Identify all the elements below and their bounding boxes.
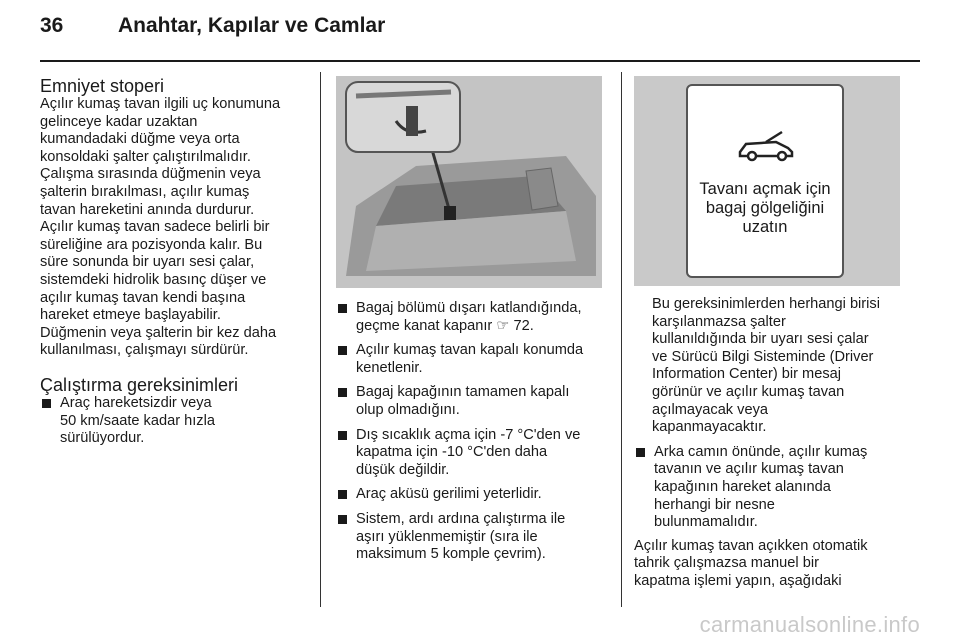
- list-item: Araç aküsü gerilimi yeterlidir.: [336, 486, 608, 504]
- list-item: Araç hareketsizdir veya 50 km/saate kadar hızla sürülüyordur.: [40, 395, 308, 448]
- bullet-icon: [338, 515, 347, 524]
- paragraph: Bu gereksinimlerden herhangi birisi karşılanmazsa şalter kullanıldığında bir uyarı sesi çalar ve Sürücü Bilgi Sisteminde (Driver Information Center) bir mesaj görünür ve açılır kumaş tavan açılmayacak veya kapanmayacaktır.: [652, 296, 880, 436]
- chapter-title: Anahtar, Kapılar ve Camlar: [118, 14, 386, 37]
- bullet-icon: [42, 399, 51, 408]
- bullet-icon: [636, 448, 645, 457]
- column-1: [40, 76, 308, 448]
- list-item: Dış sıcaklık açma için -7 °C'den ve kapatma için -10 °C'den daha düşük değildir.: [336, 427, 608, 480]
- list-item: Arka camın önünde, açılır kumaş tavanın ve açılır kumaş tavan kapağının hareket alanında herhangi bir nesne bulunmamalıdır.: [634, 444, 906, 532]
- page-number: 36: [40, 14, 64, 37]
- paragraph: Açılır kumaş tavan açıkken otomatik tahrik çalışmazsa manuel bir kapatma işlemi yapın, aşağıdaki: [634, 537, 868, 589]
- list-item: Bagaj kapağının tamamen kapalı olup olmadığını.: [336, 384, 608, 419]
- section-heading: Emniyet stoperi: [40, 76, 165, 96]
- info-display: [686, 84, 844, 278]
- bullet-icon: [338, 490, 347, 499]
- display-figure: [634, 76, 900, 286]
- bullet-icon: [338, 346, 347, 355]
- section-heading: Çalıştırma gereksinimleri: [40, 374, 239, 395]
- bullet-list: [634, 444, 906, 532]
- column-divider: [621, 72, 622, 607]
- column-3: [634, 76, 906, 591]
- header-rule: [40, 60, 920, 62]
- watermark: carmanualsonline.info: [699, 612, 920, 637]
- column-2: [336, 76, 608, 571]
- page-header: [40, 14, 385, 38]
- trunk-photo: [336, 76, 602, 288]
- convertible-car-icon: [736, 128, 796, 164]
- bullet-list: [40, 395, 308, 448]
- bullet-icon: [338, 304, 347, 313]
- display-message: Tavanı açmak için bagaj gölgeliğini uzatın: [699, 180, 831, 236]
- bullet-list: [336, 300, 608, 564]
- bullet-icon: [338, 388, 347, 397]
- column-divider: [320, 72, 321, 607]
- paragraph: Açılır kumaş tavan ilgili uç konumuna gelinceye kadar uzaktan kumandadaki düğme veya orta konsoldaki şalter çalıştırılmalıdır. Çalışma sırasında düğmenin veya şalterin bırakılması, açılır kumaş tavan hareketini anında durdurur. Açılır kumaş tavan sadece belirli bir süreliğine ara pozisyonda kalır. Bu süre sonunda bir uyarı sesi çalar, sistemdeki hidrolik basınç düşer ve açılır kumaş tavan kendi başına hareket etmeye başlayabilir. Düğmenin veya şalterin bir kez daha kullanılması, çalışmayı sürdürür.: [40, 96, 281, 359]
- bullet-icon: [338, 431, 347, 440]
- list-item: Açılır kumaş tavan kapalı konumda kenetlenir.: [336, 342, 608, 377]
- trunk-illustration: [336, 76, 602, 288]
- list-item: Bagaj bölümü dışarı katlandığında, geçme kanat kapanır ☞ 72.: [336, 300, 608, 335]
- list-item: Sistem, ardı ardına çalıştırma ile aşırı yüklenmemiştir (sıra ile maksimum 5 komple çevrim).: [336, 511, 608, 564]
